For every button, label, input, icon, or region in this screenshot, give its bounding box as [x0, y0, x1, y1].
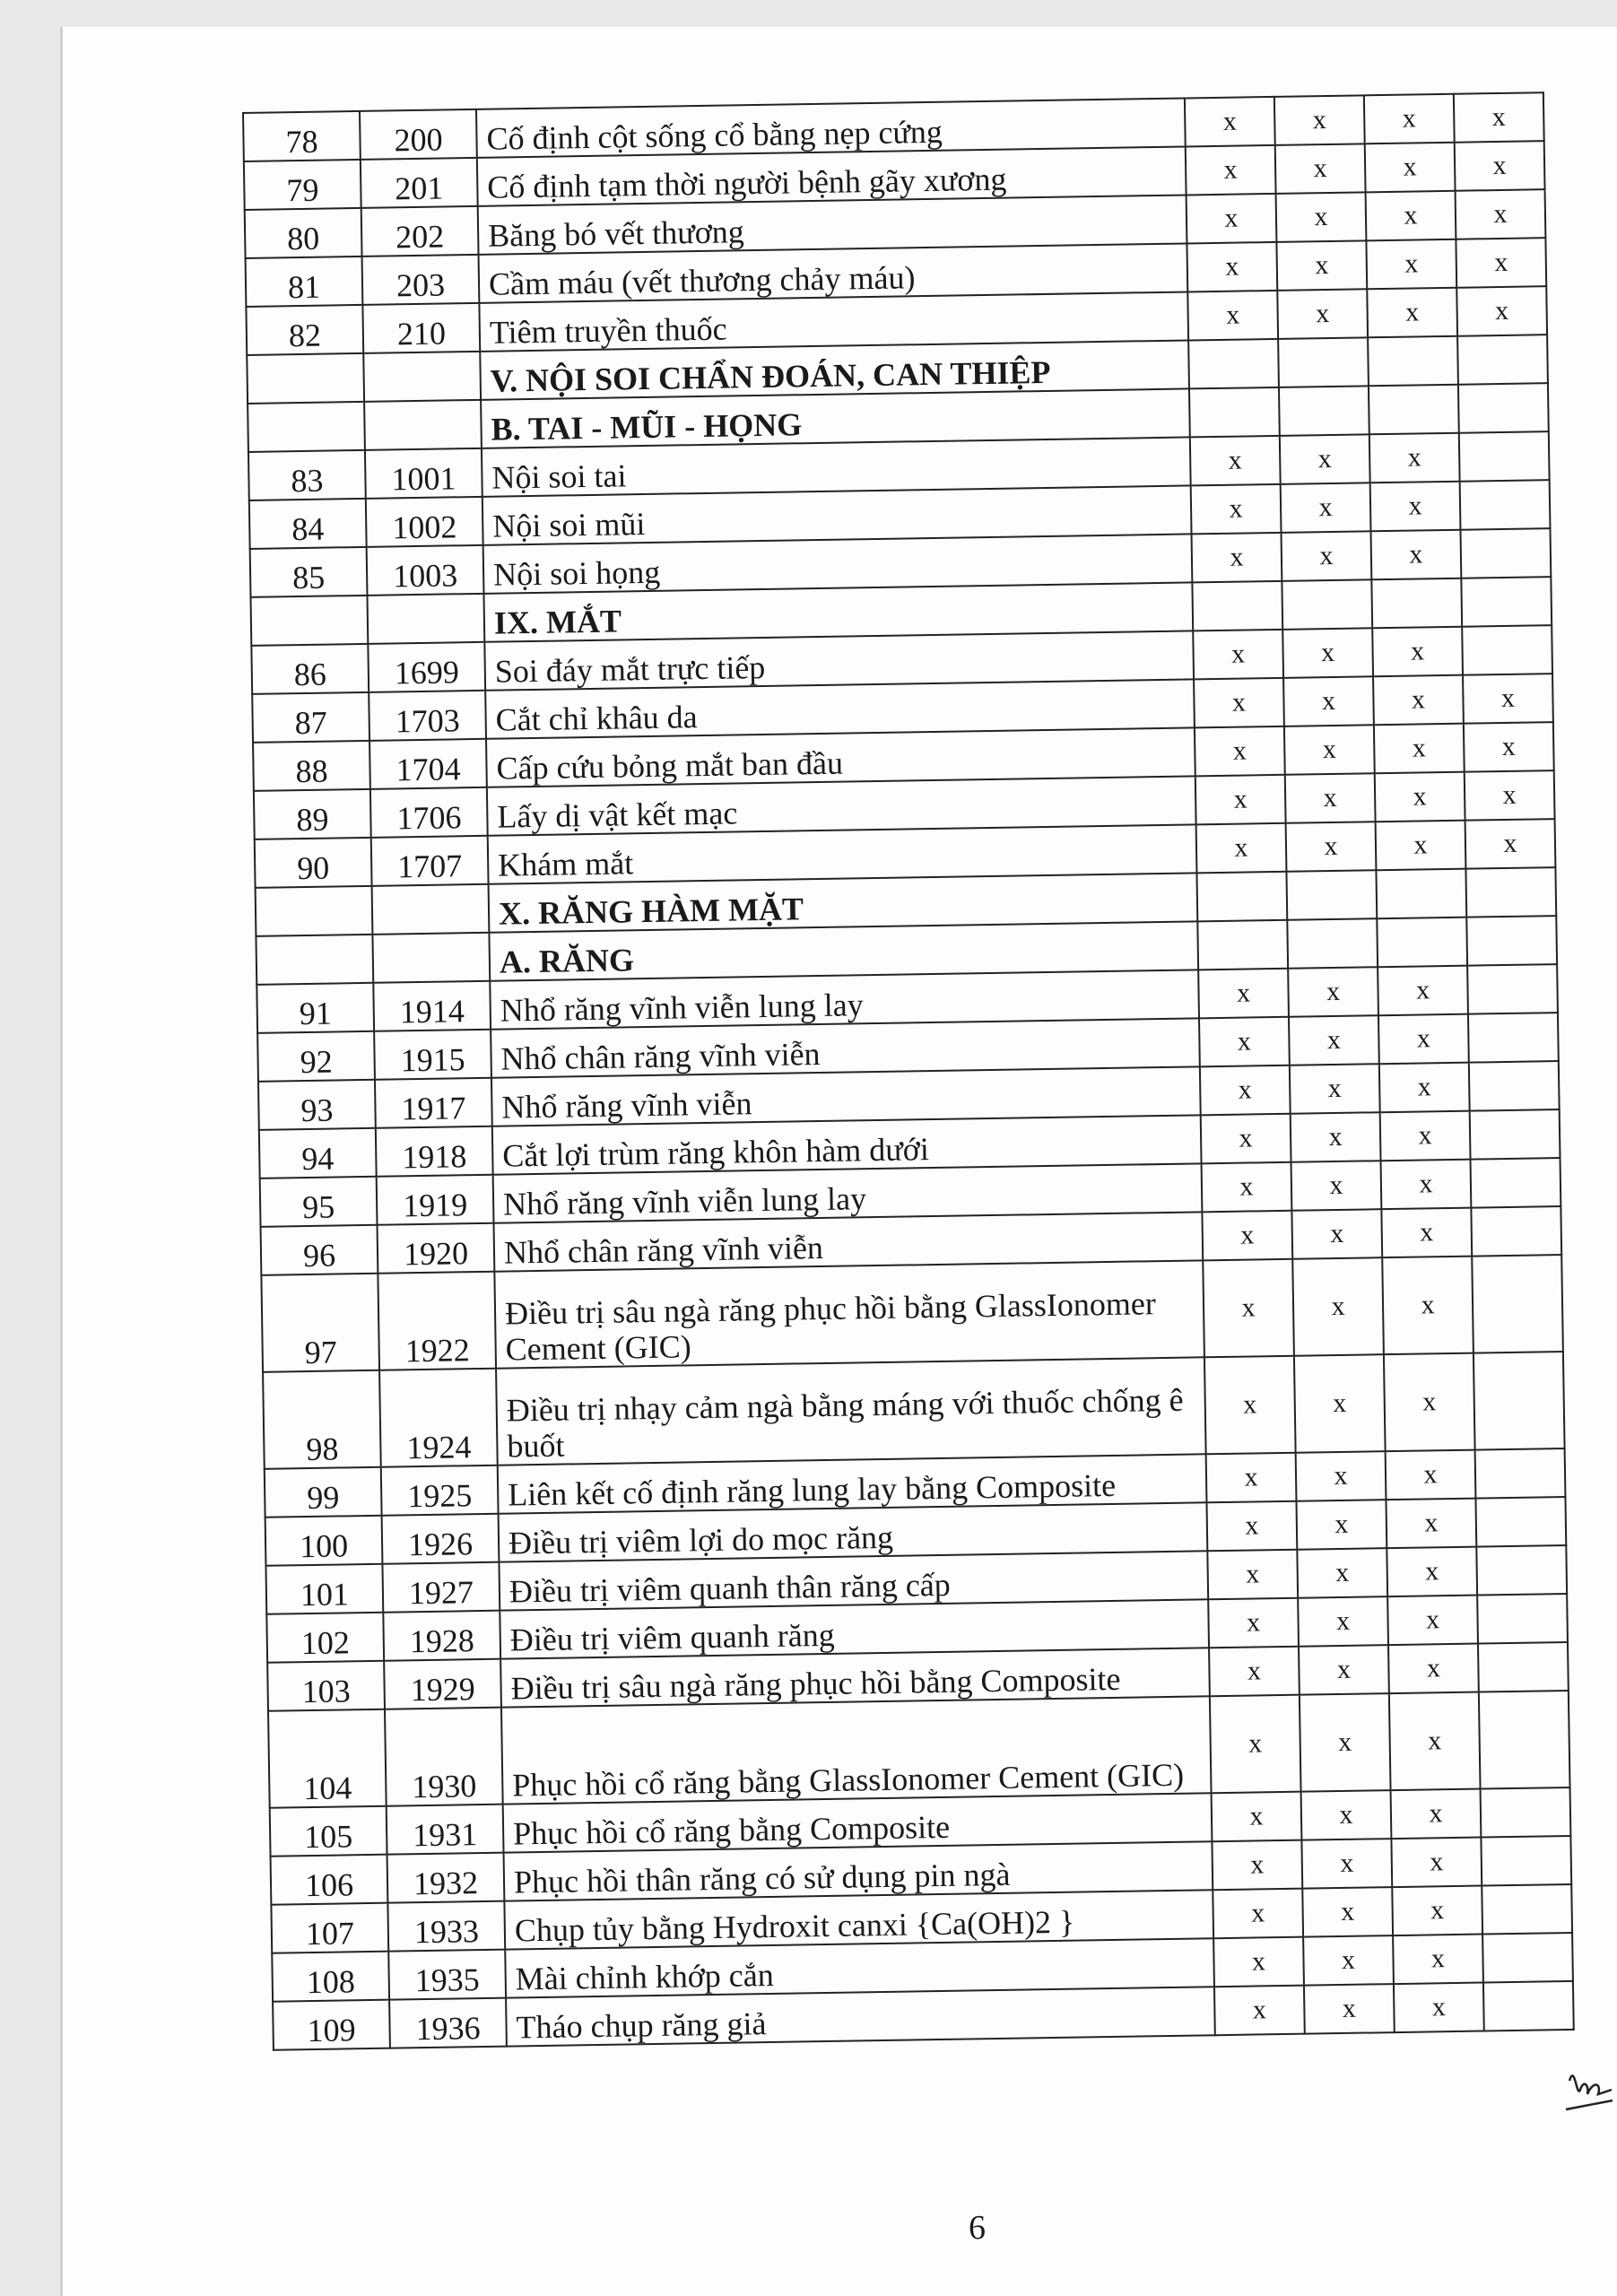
level-mark-cell — [1377, 918, 1467, 968]
stt-cell: 98 — [263, 1370, 381, 1469]
level-mark-cell: x — [1285, 773, 1376, 823]
stt-cell: 93 — [258, 1080, 376, 1130]
level-mark-cell — [1477, 1594, 1568, 1644]
level-mark-cell — [1476, 1545, 1567, 1596]
level-mark-cell: x — [1365, 143, 1456, 193]
level-mark-cell: x — [1210, 1695, 1301, 1794]
code-cell: 1919 — [377, 1175, 494, 1225]
level-mark-cell: x — [1282, 531, 1372, 581]
level-mark-cell: x — [1391, 1789, 1482, 1839]
code-cell: 202 — [361, 206, 479, 257]
level-mark-cell — [1188, 339, 1279, 389]
level-mark-cell: x — [1301, 1839, 1392, 1889]
level-mark-cell — [1189, 387, 1280, 438]
code-cell: 1914 — [373, 981, 491, 1031]
procedure-name: Điều trị nhạy cảm ngà bằng máng với thuốc chống ê buốt — [496, 1357, 1206, 1465]
level-mark-cell — [1371, 578, 1462, 629]
procedure-name: Liên kết cố định răng lung lay bằng Composite — [498, 1454, 1207, 1513]
level-mark-cell — [1481, 1836, 1571, 1886]
procedure-name: Điều trị viêm lợi do mọc răng — [499, 1502, 1208, 1561]
level-mark-cell — [1282, 579, 1372, 630]
procedure-name: Phục hồi thân răng có sử dụng pin ngà — [504, 1841, 1213, 1900]
procedure-name: Tiêm truyền thuốc — [479, 291, 1188, 351]
level-mark-cell — [1368, 336, 1458, 387]
code-cell: 1703 — [369, 691, 486, 741]
level-mark-cell: x — [1379, 1063, 1470, 1113]
level-mark-cell: x — [1199, 1017, 1290, 1067]
level-mark-cell — [1469, 1061, 1560, 1111]
code-cell: 1925 — [381, 1465, 499, 1516]
code-cell: 1935 — [388, 1950, 506, 2000]
level-mark-cell: x — [1187, 291, 1278, 341]
stt-cell — [250, 596, 368, 646]
level-mark-cell: x — [1300, 1693, 1391, 1792]
level-mark-cell: x — [1464, 722, 1554, 772]
section-heading: A. RĂNG — [489, 921, 1198, 980]
level-mark-cell: x — [1386, 1450, 1476, 1500]
level-mark-cell: x — [1201, 1114, 1291, 1164]
level-mark-cell — [1481, 1787, 1571, 1838]
level-mark-cell: x — [1366, 239, 1456, 290]
level-mark-cell: x — [1298, 1596, 1388, 1647]
level-mark-cell: x — [1381, 1160, 1472, 1210]
stt-cell: 85 — [250, 547, 368, 597]
level-mark-cell — [1483, 1981, 1574, 2031]
level-mark-cell — [1369, 385, 1459, 435]
level-mark-cell: x — [1291, 1112, 1381, 1162]
procedure-name: Nội soi họng — [483, 534, 1193, 593]
stt-cell: 84 — [249, 499, 367, 549]
procedure-name: Điều trị sâu ngà răng phục hồi bằng GlassIonomer Cement (GIC) — [494, 1260, 1204, 1368]
level-mark-cell — [1286, 870, 1377, 920]
level-mark-cell: x — [1195, 775, 1286, 825]
procedure-name: Cầm máu (vết thương chảy máu) — [479, 243, 1188, 302]
stt-cell: 87 — [252, 692, 369, 743]
level-mark-cell: x — [1384, 1353, 1475, 1452]
procedure-name: Nội soi tai — [482, 437, 1191, 496]
level-mark-cell: x — [1465, 819, 1556, 869]
level-mark-cell: x — [1463, 674, 1553, 724]
level-mark-cell: x — [1185, 97, 1275, 147]
level-mark-cell — [1465, 867, 1556, 918]
stt-cell — [247, 353, 364, 404]
level-mark-cell: x — [1392, 1886, 1482, 1936]
level-mark-cell — [1458, 383, 1549, 433]
code-cell: 203 — [362, 255, 480, 305]
stt-cell: 96 — [261, 1225, 378, 1275]
procedure-name: Cắt lợi trùm răng khôn hàm dưới — [492, 1115, 1202, 1174]
procedure-name: Mài chỉnh khớp cắn — [505, 1938, 1214, 1997]
level-mark-cell: x — [1304, 1984, 1395, 2034]
level-mark-cell — [1471, 1158, 1561, 1208]
stt-cell: 88 — [253, 741, 370, 791]
level-mark-cell: x — [1214, 1986, 1305, 2036]
level-mark-cell: x — [1190, 436, 1281, 486]
page-number: 6 — [969, 2209, 986, 2247]
level-mark-cell: x — [1192, 533, 1282, 583]
level-mark-cell: x — [1276, 240, 1367, 291]
stt-cell: 81 — [246, 257, 363, 307]
stt-cell: 103 — [267, 1661, 385, 1711]
level-mark-cell: x — [1376, 821, 1466, 871]
procedure-name: Cố định tạm thời người bệnh gãy xương — [477, 146, 1187, 205]
code-cell: 1929 — [384, 1659, 501, 1709]
level-mark-cell: x — [1209, 1647, 1300, 1697]
stt-cell: 104 — [268, 1709, 387, 1808]
level-mark-cell — [1462, 625, 1552, 675]
level-mark-cell: x — [1455, 141, 1545, 191]
level-mark-cell: x — [1202, 1162, 1292, 1213]
procedure-name: Điều trị viêm quanh thân răng cấp — [499, 1551, 1208, 1610]
procedure-name: Nhổ răng vĩnh viễn lung lay — [490, 970, 1199, 1029]
stt-cell: 86 — [251, 644, 369, 694]
code-cell: 1704 — [369, 739, 487, 789]
procedure-name: Nhổ chân răng vĩnh viễn — [493, 1212, 1203, 1271]
code-cell: 1933 — [387, 1901, 505, 1952]
level-mark-cell: x — [1387, 1596, 1478, 1646]
level-mark-cell: x — [1277, 289, 1368, 339]
procedure-name: Khám mắt — [488, 824, 1197, 883]
code-cell: 1915 — [374, 1030, 491, 1080]
level-mark-cell: x — [1370, 482, 1461, 532]
level-mark-cell: x — [1275, 144, 1366, 194]
stt-cell — [248, 402, 365, 452]
level-mark-cell: x — [1465, 770, 1555, 821]
section-heading: IX. MẮT — [483, 582, 1193, 641]
code-cell: 1920 — [378, 1223, 495, 1274]
level-mark-cell: x — [1193, 630, 1283, 680]
procedure-name: Nhổ chân răng vĩnh viễn — [491, 1018, 1200, 1077]
level-mark-cell — [1472, 1255, 1563, 1353]
procedure-name: Tháo chụp răng giả — [506, 1987, 1215, 2046]
level-mark-cell: x — [1292, 1257, 1384, 1356]
level-mark-cell: x — [1288, 967, 1378, 1017]
level-mark-cell: x — [1456, 238, 1546, 288]
level-mark-cell: x — [1195, 726, 1285, 777]
level-mark-cell: x — [1291, 1161, 1382, 1211]
level-mark-cell: x — [1387, 1547, 1477, 1597]
level-mark-cell: x — [1213, 1937, 1304, 1987]
code-cell — [364, 400, 482, 450]
level-mark-cell: x — [1302, 1887, 1393, 1937]
level-mark-cell: x — [1206, 1501, 1297, 1552]
level-mark-cell — [1459, 431, 1550, 482]
level-mark-cell: x — [1366, 191, 1456, 241]
code-cell: 1706 — [370, 787, 488, 838]
level-mark-cell: x — [1456, 189, 1546, 239]
level-mark-cell: x — [1284, 725, 1375, 775]
level-mark-cell: x — [1296, 1500, 1387, 1550]
code-cell: 1002 — [366, 497, 483, 547]
level-mark-cell: x — [1367, 288, 1457, 338]
code-cell: 1926 — [382, 1514, 500, 1564]
stt-cell: 89 — [254, 789, 371, 839]
stt-cell: 79 — [244, 160, 361, 210]
code-cell: 1918 — [376, 1126, 493, 1177]
level-mark-cell: x — [1187, 194, 1277, 244]
level-mark-cell: x — [1294, 1354, 1386, 1453]
level-mark-cell — [1482, 1933, 1573, 1983]
procedure-name: Điều trị sâu ngà răng phục hồi bằng Composite — [500, 1648, 1210, 1707]
section-heading: X. RĂNG HÀM MẶT — [489, 873, 1198, 932]
code-cell: 1707 — [371, 836, 489, 886]
stt-cell — [256, 935, 373, 985]
code-cell: 1924 — [379, 1369, 498, 1467]
level-mark-cell: x — [1208, 1598, 1299, 1648]
level-mark-cell — [1468, 1013, 1559, 1063]
level-mark-cell: x — [1276, 192, 1367, 242]
code-cell: 201 — [361, 158, 478, 208]
level-mark-cell: x — [1204, 1356, 1296, 1455]
level-mark-cell: x — [1454, 92, 1544, 143]
procedure-name: Nhổ răng vĩnh viễn lung lay — [493, 1163, 1203, 1222]
level-mark-cell — [1376, 869, 1466, 919]
code-cell — [363, 352, 481, 402]
procedure-name: Cố định cột sống cổ bằng nẹp cứng — [476, 98, 1186, 157]
procedure-name: Phục hồi cổ răng bằng Composite — [503, 1793, 1213, 1852]
level-mark-cell: x — [1388, 1644, 1479, 1694]
level-mark-cell: x — [1378, 1014, 1469, 1065]
level-mark-cell — [1471, 1206, 1561, 1257]
level-mark-cell: x — [1283, 676, 1374, 726]
stt-cell: 107 — [271, 1903, 388, 1953]
level-mark-cell: x — [1213, 1889, 1303, 1939]
level-mark-cell — [1278, 337, 1369, 387]
level-mark-cell — [1467, 964, 1558, 1014]
level-mark-cell — [1466, 916, 1557, 966]
level-mark-cell: x — [1393, 1935, 1483, 1985]
level-mark-cell: x — [1280, 434, 1370, 484]
section-heading: V. NỘI SOI CHẨN ĐOÁN, CAN THIỆP — [480, 340, 1189, 399]
stt-cell: 78 — [243, 111, 361, 161]
code-cell: 1003 — [367, 545, 484, 596]
code-cell: 1917 — [375, 1078, 492, 1128]
level-mark-cell: x — [1196, 823, 1287, 874]
stt-cell: 82 — [246, 305, 363, 355]
level-mark-cell: x — [1274, 95, 1365, 145]
level-mark-cell: x — [1206, 1453, 1297, 1503]
code-cell — [367, 594, 484, 644]
procedure-name: Phục hồi cổ răng bằng GlassIonomer Cement (GIC) — [501, 1696, 1212, 1804]
level-mark-cell: x — [1207, 1550, 1298, 1600]
level-mark-cell: x — [1200, 1065, 1291, 1116]
level-mark-cell — [1475, 1448, 1566, 1499]
code-cell: 1931 — [387, 1805, 504, 1855]
level-mark-cell: x — [1373, 675, 1464, 726]
level-mark-cell: x — [1391, 1838, 1482, 1888]
level-mark-cell: x — [1375, 772, 1465, 822]
level-mark-cell: x — [1202, 1211, 1292, 1261]
level-mark-cell: x — [1378, 966, 1468, 1016]
level-mark-cell: x — [1381, 1208, 1472, 1258]
level-mark-cell: x — [1286, 822, 1377, 872]
level-mark-cell: x — [1186, 145, 1276, 196]
level-mark-cell: x — [1187, 242, 1277, 292]
level-mark-cell: x — [1290, 1064, 1380, 1114]
level-mark-cell — [1482, 1884, 1572, 1935]
level-mark-cell: x — [1194, 678, 1284, 728]
level-mark-cell — [1279, 386, 1369, 436]
level-mark-cell — [1479, 1691, 1570, 1789]
stt-cell: 108 — [272, 1952, 389, 2002]
level-mark-cell — [1192, 581, 1282, 631]
stt-cell — [256, 886, 373, 936]
procedure-name: Cắt chỉ khâu da — [485, 679, 1195, 738]
stt-cell: 101 — [265, 1564, 383, 1614]
initials-signature — [1562, 2045, 1616, 2126]
stt-cell: 80 — [245, 208, 362, 258]
level-mark-cell: x — [1369, 433, 1460, 483]
procedure-name: Điều trị viêm quanh răng — [500, 1599, 1209, 1658]
stt-cell: 97 — [261, 1274, 379, 1372]
level-mark-cell — [1197, 920, 1288, 970]
procedure-name: Nội soi mũi — [482, 485, 1192, 544]
code-cell: 1922 — [378, 1272, 496, 1370]
stt-cell: 99 — [265, 1467, 382, 1518]
level-mark-cell: x — [1212, 1840, 1302, 1891]
level-mark-cell: x — [1382, 1257, 1474, 1355]
level-mark-cell — [1474, 1352, 1565, 1450]
code-cell: 1001 — [365, 448, 482, 499]
code-cell: 1936 — [389, 1998, 507, 2048]
level-mark-cell — [1478, 1642, 1569, 1692]
level-mark-cell: x — [1456, 286, 1547, 336]
stt-cell: 92 — [257, 1031, 375, 1082]
stt-cell: 105 — [270, 1806, 387, 1857]
level-mark-cell: x — [1291, 1209, 1382, 1259]
stt-cell: 91 — [256, 983, 374, 1033]
level-mark-cell: x — [1301, 1790, 1392, 1840]
procedure-name: Lấy dị vật kết mạc — [487, 776, 1196, 835]
code-cell: 1699 — [368, 642, 485, 692]
level-mark-cell — [1287, 918, 1378, 969]
level-mark-cell: x — [1198, 969, 1289, 1019]
level-mark-cell: x — [1281, 483, 1371, 533]
stt-cell: 109 — [273, 2000, 390, 2050]
code-cell: 1927 — [382, 1562, 500, 1613]
level-mark-cell: x — [1297, 1548, 1387, 1598]
level-mark-cell — [1470, 1109, 1560, 1160]
level-mark-cell: x — [1370, 530, 1461, 580]
level-mark-cell: x — [1364, 94, 1455, 144]
level-mark-cell: x — [1203, 1259, 1294, 1358]
code-cell: 1932 — [387, 1853, 505, 1903]
level-mark-cell: x — [1296, 1451, 1387, 1501]
level-mark-cell — [1461, 577, 1552, 627]
level-mark-cell — [1475, 1497, 1566, 1547]
level-mark-cell: x — [1380, 1111, 1471, 1161]
code-cell — [372, 884, 490, 935]
code-cell: 210 — [362, 303, 480, 353]
level-mark-cell — [1460, 528, 1551, 578]
stt-cell: 90 — [255, 838, 372, 888]
stt-cell: 106 — [271, 1855, 388, 1905]
section-heading: B. TAI - MŨI - HỌNG — [481, 388, 1190, 448]
code-cell — [372, 933, 490, 983]
procedure-name: Chụp tủy bằng Hydroxit canxi {Ca(OH)2 } — [504, 1890, 1213, 1949]
level-mark-cell: x — [1303, 1935, 1394, 1986]
level-mark-cell: x — [1299, 1645, 1389, 1695]
document-page — [63, 27, 1617, 2296]
level-mark-cell: x — [1289, 1015, 1379, 1065]
code-cell: 1928 — [383, 1611, 500, 1661]
level-mark-cell — [1460, 480, 1551, 530]
procedure-name: Soi đáy mắt trực tiếp — [484, 631, 1194, 690]
level-mark-cell: x — [1191, 484, 1282, 535]
procedure-name: Băng bó vết thương — [478, 195, 1187, 254]
procedure-name: Cấp cứu bỏng mắt ban đầu — [486, 727, 1195, 787]
code-cell: 1930 — [385, 1708, 503, 1806]
stt-cell: 102 — [266, 1613, 384, 1663]
procedure-table-wrapper — [242, 91, 1573, 2054]
level-mark-cell: x — [1282, 628, 1373, 678]
level-mark-cell — [1457, 335, 1548, 385]
stt-cell: 94 — [259, 1128, 377, 1178]
procedure-name: Nhổ răng vĩnh viễn — [491, 1066, 1201, 1126]
stt-cell: 83 — [248, 450, 366, 500]
stt-cell: 100 — [265, 1516, 383, 1566]
level-mark-cell: x — [1374, 724, 1465, 774]
level-mark-cell: x — [1394, 1983, 1484, 2033]
procedure-table — [242, 91, 1575, 2051]
stt-cell: 95 — [260, 1177, 378, 1227]
level-mark-cell — [1196, 872, 1287, 922]
level-mark-cell: x — [1372, 627, 1463, 677]
level-mark-cell: x — [1212, 1792, 1302, 1842]
level-mark-cell: x — [1386, 1499, 1476, 1549]
code-cell: 200 — [360, 109, 477, 160]
level-mark-cell: x — [1389, 1692, 1481, 1791]
